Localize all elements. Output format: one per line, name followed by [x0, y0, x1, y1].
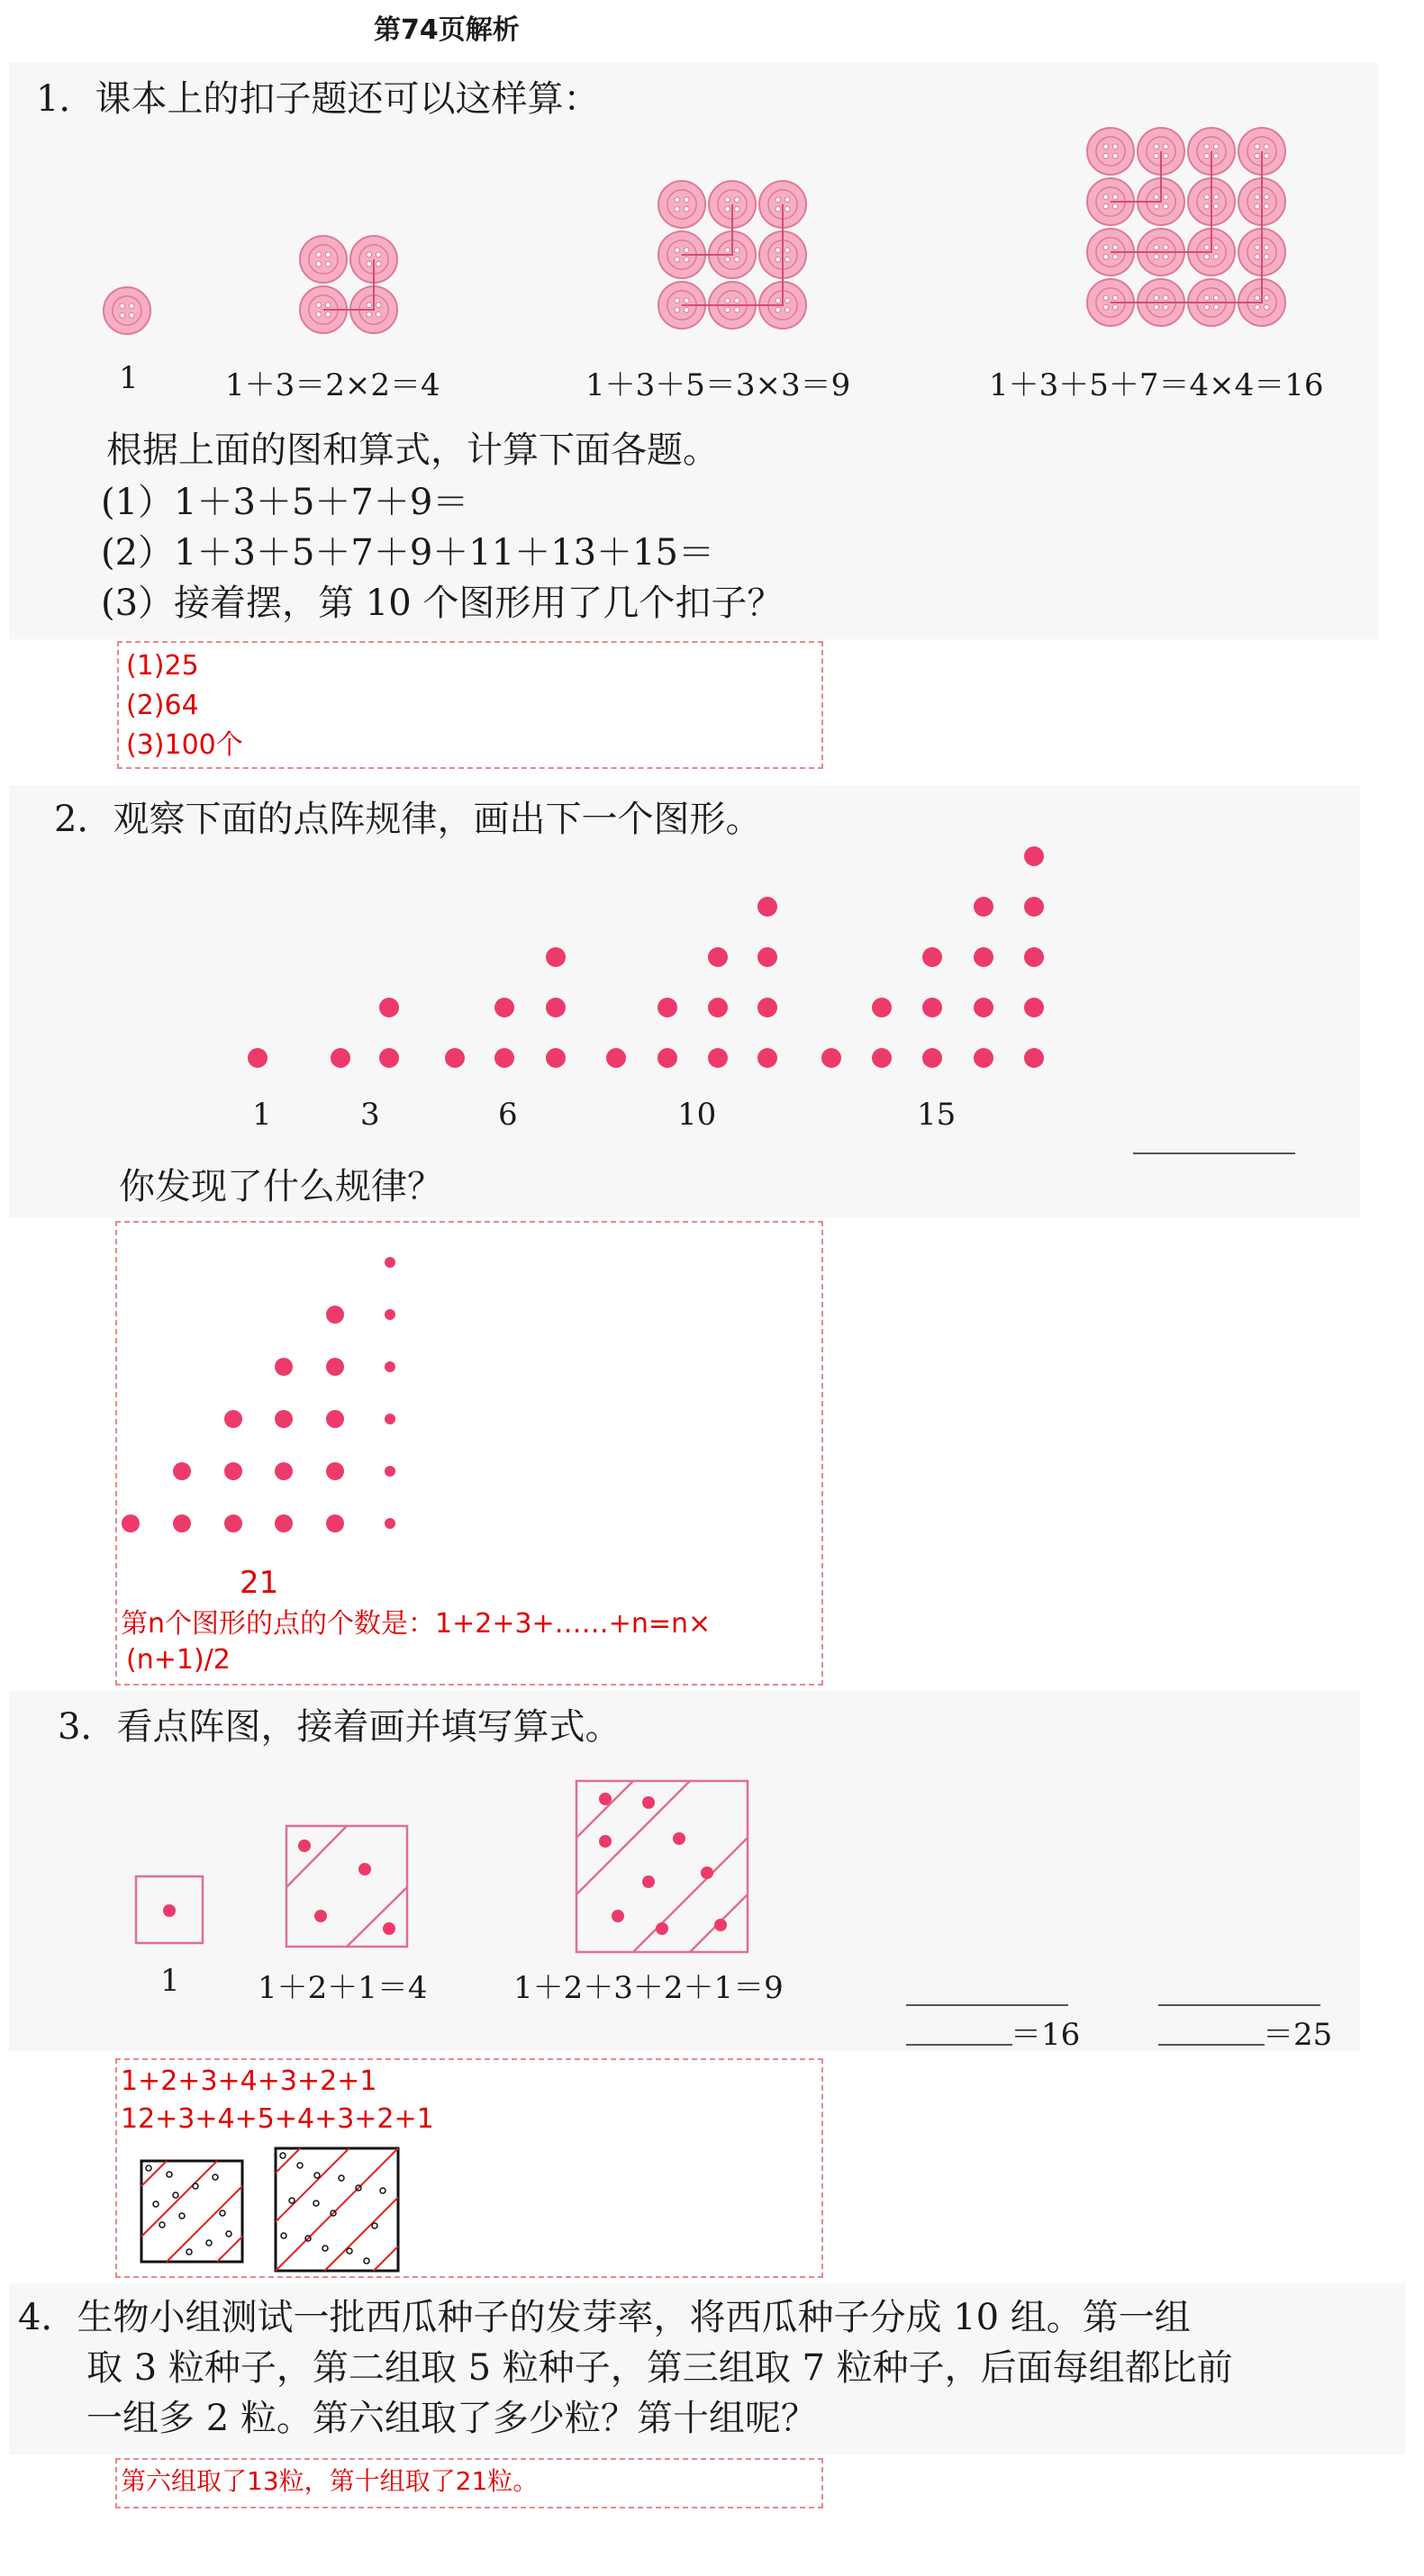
q2-answer-number: 21 — [240, 1565, 279, 1601]
q2-prompt: 2．观察下面的点阵规律，画出下一个图形。 — [54, 799, 762, 840]
q1-item-3: (3）接着摆，第 10 个图形用了几个扣子？ — [101, 583, 784, 624]
q3-caption-2: 1＋2＋1＝4 — [258, 1970, 428, 2006]
page-title: 第74页解析 — [374, 14, 520, 46]
q1-caption-4: 1＋3＋5＋7＝4×4＝16 — [989, 367, 1324, 403]
q1-prompt: 1．课本上的扣子题还可以这样算： — [36, 78, 600, 120]
q3-result-25: ＝25 — [1263, 2017, 1333, 2053]
q2-caption-4: 10 — [677, 1097, 717, 1133]
q1-answer-3: (3)100个 — [126, 729, 243, 761]
q2-caption-1: 1 — [252, 1097, 272, 1133]
q2-answer-rule-line2: (n+1)/2 — [126, 1644, 231, 1676]
q3-caption-3: 1＋2＋3＋2＋1＝9 — [513, 1970, 784, 2006]
hatched-square — [276, 2148, 398, 2271]
q1-item-1: (1）1＋3＋5＋7＋9＝ — [101, 482, 469, 523]
q3-answer-1: 1+2+3+4+3+2+1 — [121, 2065, 377, 2097]
q4-line-3: 一组多 2 粒。第六组取了多少粒？第十组呢？ — [86, 2398, 817, 2439]
q1-caption-3: 1＋3＋5＝3×3＝9 — [585, 367, 851, 403]
q2-caption-2: 3 — [360, 1097, 380, 1133]
q2-question: 你发现了什么规律？ — [119, 1166, 443, 1207]
q2-caption-3: 6 — [498, 1097, 518, 1133]
q3-answer-2: 12+3+4+5+4+3+2+1 — [121, 2103, 434, 2135]
q2-answer-rule-line1: 第n个图形的点的个数是：1+2+3+……+n=n× — [121, 1608, 712, 1640]
q1-instruction: 根据上面的图和算式，计算下面各题。 — [106, 429, 719, 471]
q4-answer: 第六组取了13粒，第十组取了21粒。 — [121, 2466, 539, 2496]
q1-answer-2: (2)64 — [126, 690, 199, 721]
q4-line-2: 取 3 粒种子，第二组取 5 粒种子，第三组取 7 粒种子，后面每组都比前 — [86, 2347, 1233, 2389]
q1-answer-1: (1)25 — [126, 650, 199, 682]
q1-caption-1: 1 — [119, 360, 139, 396]
q3-result-16: ＝16 — [1011, 2017, 1081, 2053]
q1-caption-2: 1＋3＝2×2＝4 — [225, 367, 440, 403]
q1-item-2: (2）1＋3＋5＋7＋9＋11＋13＋15＝ — [101, 532, 714, 574]
hatched-square — [141, 2161, 242, 2262]
q2-caption-5: 15 — [917, 1097, 957, 1133]
q4-line-1: 4．生物小组测试一批西瓜种子的发芽率，将西瓜种子分成 10 组。第一组 — [18, 2297, 1191, 2338]
q3-caption-1: 1 — [160, 1963, 180, 1999]
q3-prompt: 3．看点阵图，接着画并填写算式。 — [58, 1706, 621, 1748]
